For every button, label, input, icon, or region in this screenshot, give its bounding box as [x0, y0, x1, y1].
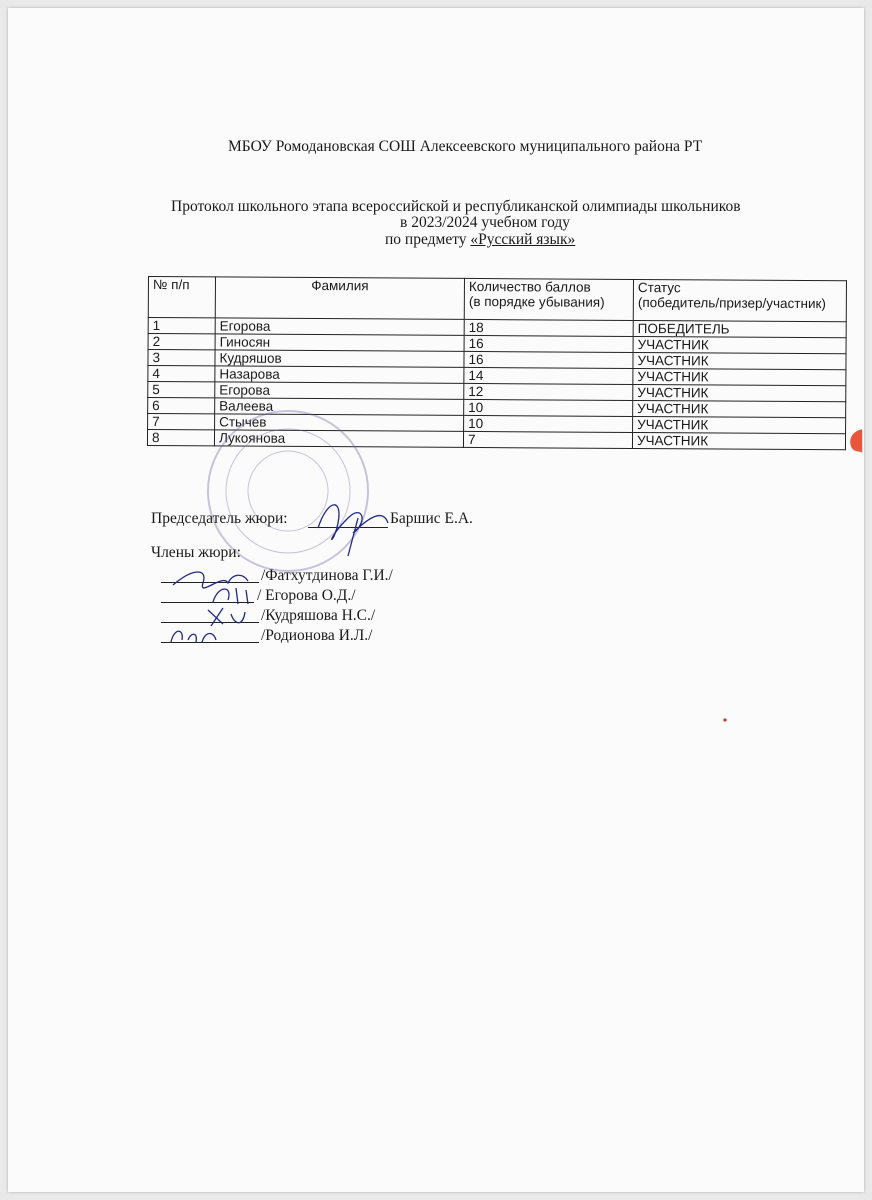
chair-signature-icon [308, 488, 398, 558]
row-score: 10 [464, 399, 633, 416]
header-name: Фамилия [215, 277, 464, 320]
header-score [464, 278, 633, 320]
row-status: УЧАСТНИК [633, 368, 846, 385]
row-score: 10 [464, 415, 633, 432]
protocol-title-line2: в 2023/2024 учебном году [400, 214, 571, 231]
members-label: Члены жюри: [151, 544, 241, 561]
row-score: 12 [464, 383, 633, 400]
member-name: /Фатхутдинова Г.И./ [261, 567, 393, 584]
row-num: 4 [148, 366, 215, 382]
header-num: № п/п [148, 277, 215, 318]
subject-line [385, 231, 575, 249]
header-status-line2: (победитель/призер/участник) [637, 294, 826, 312]
ink-blot-icon [846, 426, 864, 456]
chair-label: Председатель жюри: [151, 510, 288, 527]
row-name: Назарова [215, 366, 464, 384]
row-name: Егорова [215, 382, 464, 400]
subject-name: «Русский язык» [470, 231, 576, 248]
document-page [8, 8, 864, 1192]
row-status: УЧАСТНИК [633, 416, 846, 433]
protocol-title-line1: Протокол школьного этапа всероссийской и республиканской олимпиады школьников [171, 198, 741, 215]
row-name: Егорова [215, 318, 464, 336]
school-name: МБОУ Ромодановская СОШ Алексеевского муниципального района РТ [228, 138, 703, 155]
row-status: УЧАСТНИК [632, 432, 845, 449]
row-score: 7 [463, 431, 632, 448]
member-name: / Егорова О.Д./ [257, 587, 356, 604]
row-status: УЧАСТНИК [633, 352, 846, 369]
row-score: 18 [464, 319, 633, 336]
row-num: 1 [148, 318, 215, 334]
member-name: /Родионова И.Л./ [261, 627, 373, 644]
subject-prefix: по предмету [385, 231, 471, 248]
row-name: Гиносян [215, 334, 464, 352]
row-name: Стычев [215, 414, 464, 432]
row-status: УЧАСТНИК [633, 400, 846, 417]
header-score-line2: (в порядке убывания) [468, 293, 605, 310]
row-num: 6 [148, 398, 215, 414]
row-num: 8 [147, 430, 214, 446]
row-num: 3 [148, 350, 215, 366]
header-score-line1: Количество баллов [468, 278, 591, 295]
row-num: 7 [148, 414, 215, 430]
row-status: ПОБЕДИТЕЛЬ [633, 320, 846, 337]
member-signature-icon [166, 620, 226, 650]
row-num: 2 [148, 334, 215, 350]
member-name: /Кудряшова Н.С./ [261, 607, 376, 624]
table-header-row [148, 277, 846, 322]
row-score: 14 [464, 367, 633, 384]
row-name: Кудряшов [215, 350, 464, 368]
header-status [633, 279, 846, 321]
row-status: УЧАСТНИК [633, 384, 846, 401]
row-status: УЧАСТНИК [633, 336, 846, 353]
row-score: 16 [464, 351, 633, 368]
row-num: 5 [148, 382, 215, 398]
chair-name: Баршис Е.А. [390, 510, 473, 527]
row-name: Валеева [215, 398, 464, 416]
row-name: Лукоянова [214, 430, 463, 448]
ink-dot-icon [723, 718, 727, 722]
row-score: 16 [464, 335, 633, 352]
header-status-line1: Статус [637, 279, 681, 296]
